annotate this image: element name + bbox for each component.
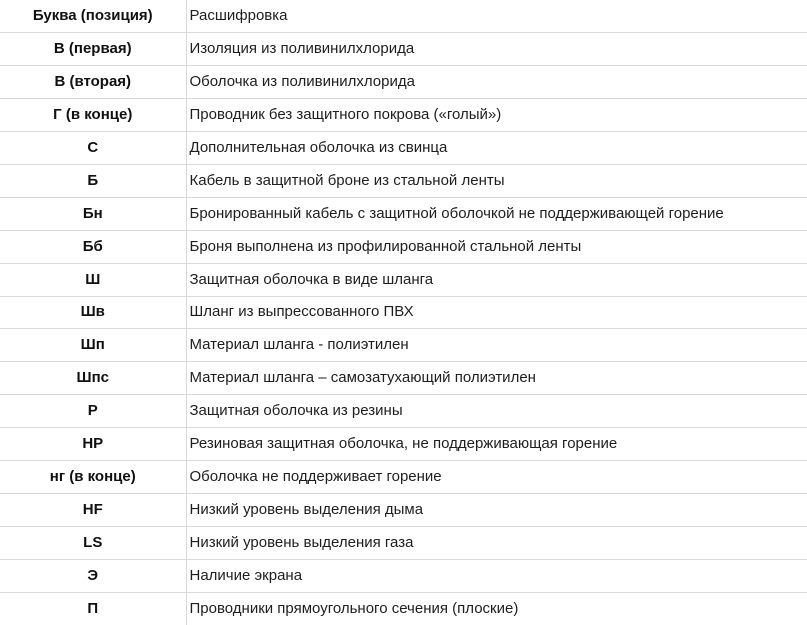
decoding-cell: Низкий уровень выделения дыма [186,493,807,526]
letter-code-cell: В (первая) [0,33,186,66]
decoding-cell: Дополнительная оболочка из свинца [186,132,807,165]
table-row [0,132,807,165]
table-row [0,559,807,592]
table-row [0,296,807,329]
table-row [0,99,807,132]
letter-code-cell: HF [0,493,186,526]
letter-code-cell: Шп [0,329,186,362]
header-decoding: Расшифровка [186,0,807,33]
decoding-cell: Шланг из выпрессованного ПВХ [186,296,807,329]
table-row [0,164,807,197]
table-row [0,526,807,559]
table-row [0,395,807,428]
letter-code-cell: Бб [0,230,186,263]
decoding-cell: Защитная оболочка из резины [186,395,807,428]
letter-code-cell: НР [0,428,186,461]
table-row [0,66,807,99]
decoding-cell: Материал шланга – самозатухающий полиэтилен [186,362,807,395]
letter-code-cell: Б [0,164,186,197]
letter-code-cell: Бн [0,197,186,230]
decoding-cell: Резиновая защитная оболочка, не поддерживающая горение [186,428,807,461]
table-row [0,362,807,395]
table-row [0,460,807,493]
letter-code-cell: Р [0,395,186,428]
decoding-cell: Оболочка не поддерживает горение [186,460,807,493]
decoding-cell: Броня выполнена из профилированной стальной ленты [186,230,807,263]
table-row [0,33,807,66]
table-row [0,329,807,362]
letter-code-cell: LS [0,526,186,559]
decoding-cell: Материал шланга - полиэтилен [186,329,807,362]
letter-code-cell: Шв [0,296,186,329]
table-row [0,493,807,526]
table-header-row [0,0,807,33]
letter-code-cell: С [0,132,186,165]
header-letter-position: Буква (позиция) [0,0,186,33]
decoding-cell: Оболочка из поливинилхлорида [186,66,807,99]
table-row [0,197,807,230]
decoding-cell: Изоляция из поливинилхлорида [186,33,807,66]
letter-code-cell: Э [0,559,186,592]
decoding-cell: Проводники прямоугольного сечения (плоские) [189,599,519,617]
letter-code-cell: В (вторая) [0,66,186,99]
table-row [0,263,807,296]
decoding-cell: Низкий уровень выделения газа [186,526,807,559]
letter-code-cell: Г (в конце) [0,99,186,132]
table-row [0,592,807,625]
letter-code-cell: Ш [0,263,186,296]
decoding-cell: Проводник без защитного покрова («голый») [186,99,807,132]
decoding-cell: Защитная оболочка в виде шланга [186,263,807,296]
table-row [0,428,807,461]
letter-code-cell: П [0,592,186,625]
table-row [0,230,807,263]
decoding-cell: Бронированный кабель с защитной оболочкой не поддерживающей горение [186,197,807,230]
letter-code-cell: нг (в конце) [0,460,186,493]
decoding-cell: Кабель в защитной броне из стальной ленты [186,164,807,197]
letter-code-cell: Шпс [0,362,186,395]
decoding-cell: Наличие экрана [186,559,807,592]
